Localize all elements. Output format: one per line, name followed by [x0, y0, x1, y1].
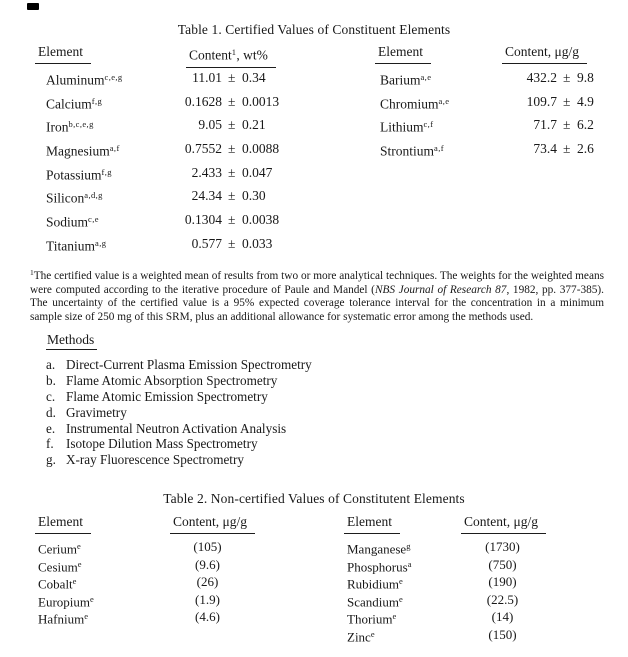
table-row — [30, 113, 335, 137]
element-text: Sodium — [46, 214, 89, 230]
uncertainty-value: 0.34 — [242, 70, 266, 85]
plus-minus-symbol: ± — [228, 164, 236, 180]
method-superscript: e — [77, 558, 82, 569]
methods-list — [46, 357, 312, 468]
footnote-ref-superscript: 1 — [231, 47, 237, 57]
column-header-element: Element — [375, 42, 431, 64]
element-text: Iron — [46, 119, 69, 135]
content-value: (150) — [488, 626, 517, 642]
element-text: Manganese — [347, 541, 407, 557]
method-superscript: a,g — [95, 237, 107, 248]
content-value: (9.6) — [195, 556, 220, 572]
element-name — [46, 137, 120, 163]
uncertainty-value: 0.0013 — [242, 93, 280, 109]
element-text: Calcium — [46, 96, 92, 112]
content-value: 0.7552 — [184, 141, 222, 157]
column-header-element: Element — [344, 512, 400, 534]
method-superscript: c,f — [423, 119, 434, 130]
header-text: , wt% — [236, 47, 268, 63]
plus-minus-symbol: ± — [228, 141, 236, 157]
column-header-content: Content, μg/g — [461, 512, 546, 534]
table-row — [30, 591, 335, 609]
uncertainty-value: 0.033 — [242, 235, 273, 251]
plus-minus-symbol: ± — [228, 212, 236, 228]
method-superscript: c,e — [88, 214, 99, 225]
method-superscript: a,f — [434, 143, 444, 154]
element-text: Europium — [38, 594, 90, 610]
column-header-content: Content, μg/g — [170, 512, 255, 534]
element-name — [46, 113, 94, 139]
table1-left-header — [30, 42, 335, 66]
element-text: Thorium — [347, 611, 393, 627]
table2-left-header — [30, 512, 335, 538]
content-value: 0.1304 — [184, 212, 222, 228]
content-value: 2.433 — [191, 164, 222, 180]
method-superscript: a,e — [438, 95, 450, 106]
table-row — [352, 90, 612, 114]
element-text: Phosphorus — [347, 559, 408, 575]
uncertainty-value: 0.047 — [242, 164, 273, 180]
table2-title: Table 2. Non-certified Values of Constitutent Elements — [163, 491, 465, 506]
method-superscript: b,c,e,g — [68, 119, 94, 130]
method-superscript: a — [407, 558, 412, 569]
content-value: (22.5) — [486, 591, 519, 607]
element-text: Titanium — [46, 238, 96, 254]
table-row — [30, 184, 335, 208]
uncertainty-value: 0.0088 — [242, 141, 280, 157]
plus-minus-symbol: ± — [563, 70, 571, 85]
uncertainty-value: 0.21 — [242, 117, 266, 133]
column-header-element: Element — [35, 42, 91, 64]
methods-heading: Methods — [46, 332, 97, 350]
element-text: Lithium — [380, 119, 424, 135]
uncertainty-value: 9.8 — [577, 70, 594, 85]
table-row — [352, 66, 612, 90]
table-row — [30, 137, 335, 161]
method-letter: d. — [46, 404, 56, 420]
element-text: Barium — [380, 72, 421, 88]
method-superscript: e — [392, 611, 397, 622]
table-row — [30, 161, 335, 185]
uncertainty-value: 0.0038 — [242, 212, 280, 228]
method-letter: b. — [46, 372, 56, 388]
element-name — [46, 90, 102, 116]
content-value: 432.2 — [526, 70, 557, 85]
table-row — [30, 66, 335, 90]
column-header-element: Element — [35, 512, 91, 534]
element-name — [380, 113, 433, 139]
element-text: Cobalt — [38, 576, 73, 592]
element-text: Aluminum — [46, 72, 105, 88]
element-text: Magnesium — [46, 143, 110, 159]
method-item — [46, 436, 312, 452]
table-row — [30, 90, 335, 114]
method-label: Flame Atomic Emission Spectrometry — [66, 388, 268, 404]
table1-right-rows — [352, 66, 612, 161]
table2-right-columns — [340, 512, 625, 644]
method-item — [46, 405, 312, 421]
plus-minus-symbol: ± — [228, 70, 236, 85]
table2-left-rows — [30, 538, 335, 626]
method-superscript: a,d,g — [84, 190, 103, 201]
uncertainty-value: 0.30 — [242, 188, 266, 204]
element-name — [46, 184, 103, 210]
method-superscript: e — [399, 593, 404, 604]
content-value: (4.6) — [195, 609, 220, 625]
element-text: Strontium — [380, 143, 435, 159]
table1-left-columns — [30, 42, 335, 256]
content-value: 11.01 — [192, 70, 222, 85]
plus-minus-symbol: ± — [228, 235, 236, 251]
table-row — [30, 208, 335, 232]
method-item — [46, 421, 312, 437]
plus-minus-symbol: ± — [228, 93, 236, 109]
element-text: Scandium — [347, 594, 399, 610]
method-label: X-ray Fluorescence Spectrometry — [66, 452, 244, 468]
table2-left-columns — [30, 512, 335, 626]
content-value: (105) — [193, 539, 222, 554]
method-label: Instrumental Neutron Activation Analysis — [66, 420, 287, 436]
uncertainty-value: 2.6 — [577, 141, 594, 157]
footnote-text: The certified value is a weighted mean of results from two or more analytical techniques. The weights for the weighted means were computed according to the iterative procedure of Paule and Mandel ( — [30, 270, 604, 296]
element-name — [46, 161, 112, 187]
method-superscript: e — [72, 576, 77, 587]
table-row — [340, 538, 625, 556]
method-label: Gravimetry — [66, 404, 127, 420]
method-superscript: g — [406, 541, 411, 551]
certification-footnote — [30, 266, 604, 324]
column-header-content: Content, μg/g — [502, 42, 587, 64]
header-text: Content — [189, 47, 232, 63]
element-name — [46, 66, 123, 92]
table1-right-header — [352, 42, 612, 66]
content-value: 73.4 — [533, 141, 557, 157]
method-superscript: e — [370, 628, 376, 639]
plus-minus-symbol: ± — [563, 117, 571, 133]
method-letter: a. — [46, 357, 56, 372]
method-superscript: a,f — [109, 143, 120, 154]
element-text: Cerium — [38, 541, 77, 557]
method-item — [46, 373, 312, 389]
content-value: 71.7 — [533, 117, 557, 133]
table-row — [340, 591, 625, 609]
table1-left-rows — [30, 66, 335, 256]
element-name — [380, 137, 444, 163]
element-text: Zinc — [347, 629, 371, 645]
table-row — [352, 113, 612, 137]
table-row — [340, 608, 625, 626]
method-superscript: f,g — [91, 95, 103, 106]
uncertainty-value: 4.9 — [577, 93, 594, 109]
method-letter: f. — [46, 436, 54, 452]
content-value: (1730) — [485, 539, 520, 554]
method-superscript: f,g — [101, 166, 112, 177]
table1-right-columns — [352, 42, 612, 161]
footnote-marker: 1 — [30, 268, 34, 277]
table-row — [30, 573, 335, 591]
table2-right-rows — [340, 538, 625, 644]
table-row — [352, 137, 612, 161]
element-text: Chromium — [380, 96, 439, 112]
plus-minus-symbol: ± — [228, 188, 236, 204]
table-row — [340, 556, 625, 574]
plus-minus-symbol: ± — [228, 117, 236, 133]
content-value: (26) — [196, 574, 219, 590]
content-value: 109.7 — [526, 93, 557, 109]
method-superscript: e — [84, 611, 89, 622]
method-superscript: c,e,g — [104, 72, 123, 82]
content-value: (14) — [491, 609, 514, 625]
method-letter: e. — [46, 420, 56, 436]
content-value: (1.9) — [195, 591, 220, 607]
uncertainty-value: 6.2 — [577, 117, 594, 133]
method-label: Isotope Dilution Mass Spectrometry — [66, 436, 258, 452]
content-value: 0.1628 — [184, 93, 222, 109]
content-value: (190) — [488, 574, 517, 590]
content-value: 24.34 — [191, 188, 222, 204]
content-value: 0.577 — [191, 235, 222, 251]
method-superscript: a,e — [420, 72, 432, 82]
content-value: (750) — [488, 556, 517, 572]
method-letter: g. — [46, 452, 56, 468]
element-text: Rubidium — [347, 576, 400, 592]
footnote-text: , 1982, pp. 377-385). The uncertainty of the certified value is a 95% expected coverage tolerance interval for the concentration in a minimum sample size of 250 mg of this SRM, plus an additional allowance for systematic error among the methods used. — [30, 283, 604, 323]
table-row — [30, 608, 335, 626]
element-text: Cesium — [38, 559, 78, 575]
plus-minus-symbol: ± — [563, 141, 571, 157]
element-text: Hafnium — [38, 611, 85, 627]
element-name — [46, 232, 106, 258]
content-value: 9.05 — [198, 117, 222, 133]
footnote-citation-italic: NBS Journal of Research 87 — [374, 283, 507, 296]
element-name — [38, 608, 88, 628]
element-name — [380, 90, 449, 116]
table1-title: Table 1. Certified Values of Constituent Elements — [177, 22, 451, 37]
method-label: Flame Atomic Absorption Spectrometry — [66, 372, 278, 388]
method-superscript: e — [399, 576, 404, 587]
method-superscript: e — [90, 593, 95, 604]
table-row — [30, 538, 335, 556]
method-item — [46, 357, 312, 373]
table2-right-header — [340, 512, 625, 538]
table-row — [30, 556, 335, 574]
element-text: Silicon — [46, 190, 85, 206]
plus-minus-symbol: ± — [563, 93, 571, 109]
element-text: Potassium — [46, 167, 102, 183]
methods-section — [46, 331, 312, 468]
method-item — [46, 452, 312, 468]
element-name — [380, 66, 431, 92]
method-label: Direct-Current Plasma Emission Spectrometry — [66, 357, 312, 372]
table-row — [340, 573, 625, 591]
element-name — [46, 208, 99, 234]
method-letter: c. — [46, 388, 56, 404]
table-row — [30, 232, 335, 256]
element-name — [347, 626, 375, 646]
method-item — [46, 389, 312, 405]
column-header-content — [186, 42, 276, 68]
method-superscript: e — [77, 541, 82, 551]
table-row — [340, 626, 625, 644]
scan-artifact-mark — [27, 3, 39, 10]
